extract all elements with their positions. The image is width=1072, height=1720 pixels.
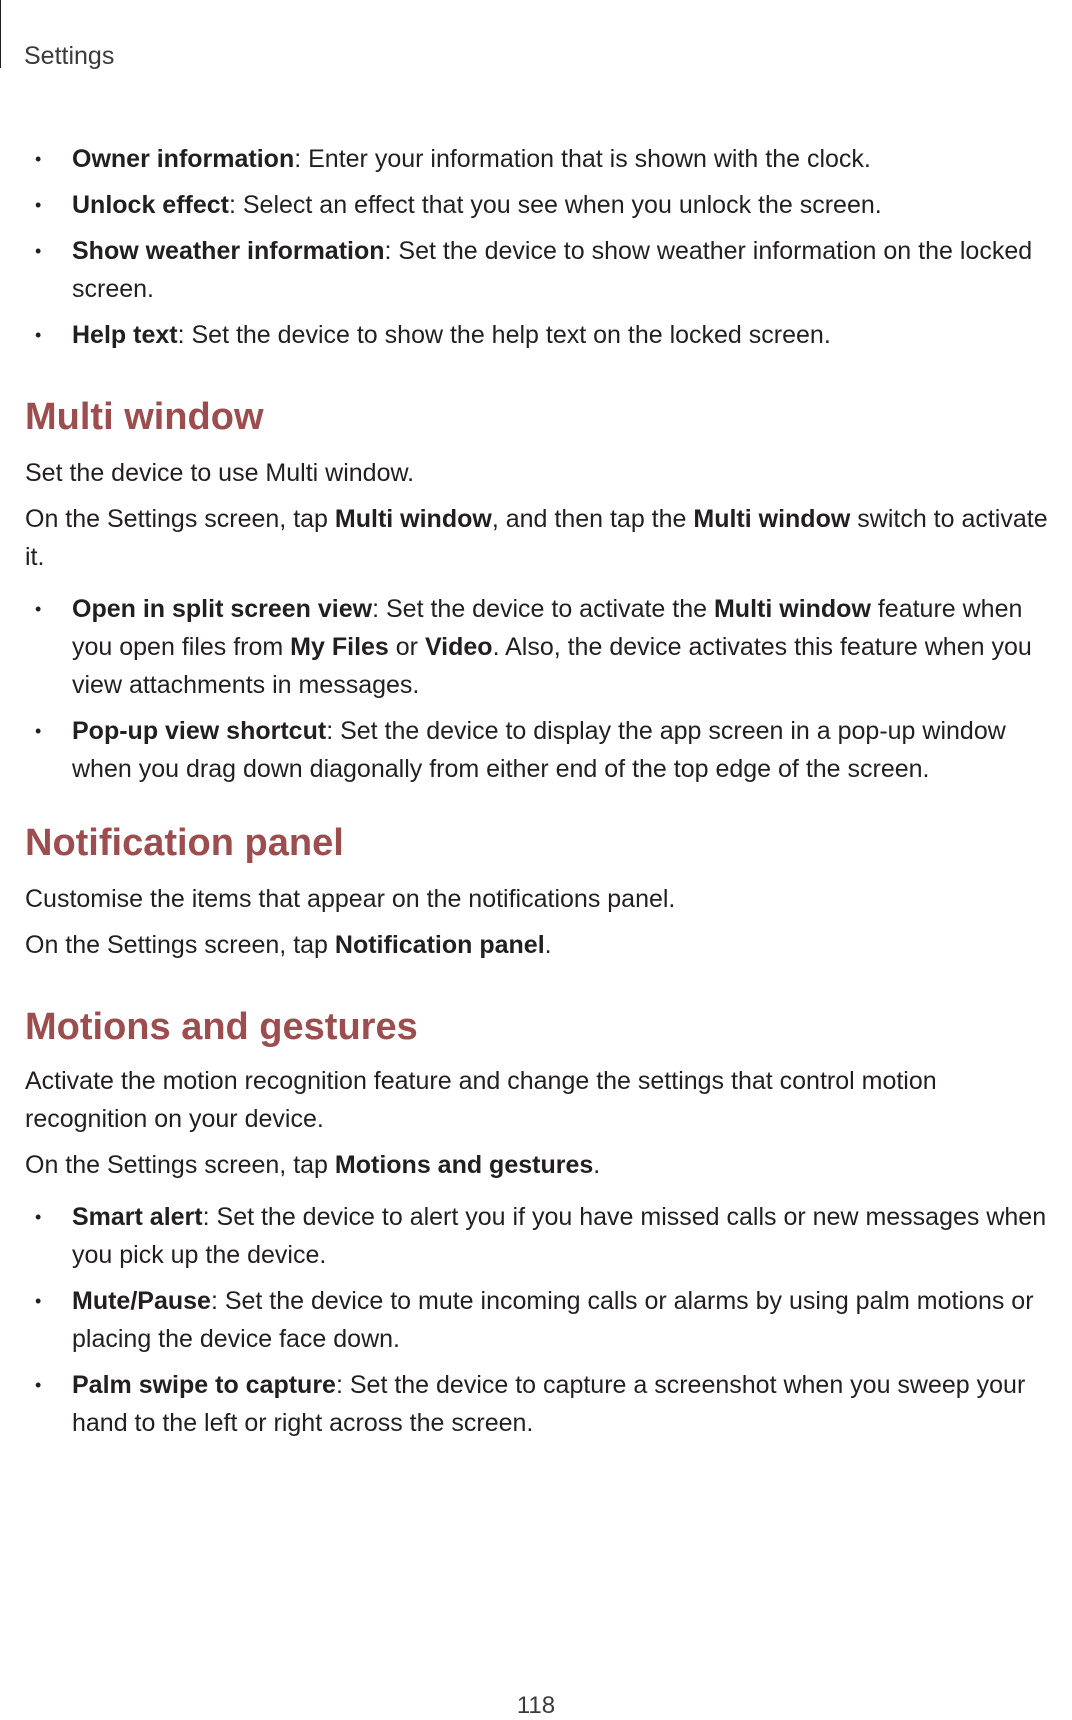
list-item: • Help text: Set the device to show the help text on the locked screen. — [25, 316, 1055, 354]
notification-panel-instruction: On the Settings screen, tap Notification panel. — [25, 931, 552, 959]
motions-intro: Activate the motion recognition feature and change the settings that control motion recognition on your device. — [25, 1067, 937, 1133]
bullet-icon: • — [35, 241, 42, 261]
motions-options-list — [25, 1198, 1055, 1442]
section-heading-motions: Motions and gestures — [25, 1006, 418, 1048]
bullet-icon: • — [35, 599, 42, 619]
notification-panel-intro: Customise the items that appear on the notifications panel. — [25, 885, 676, 913]
motions-section — [25, 1004, 1055, 1442]
section-heading-notification-panel: Notification panel — [25, 822, 344, 864]
list-item: • Mute/Pause: Set the device to mute incoming calls or alarms by using palm motions or placing the device face down. — [25, 1282, 1055, 1358]
corner-rule — [0, 0, 1, 68]
lock-screen-options-list — [25, 140, 1055, 354]
list-item: • Open in split screen view: Set the device to activate the Multi window feature when you open files from My Files or Video. Also, the device activates this feature when you view attachments in messages. — [25, 590, 1055, 704]
notification-panel-section — [25, 820, 1055, 964]
multi-window-section — [25, 394, 1055, 788]
bullet-icon: • — [35, 1291, 42, 1311]
multi-window-instruction: On the Settings screen, tap Multi window, and then tap the Multi window switch to activate it. — [25, 505, 1048, 571]
bullet-icon: • — [35, 1375, 42, 1395]
motions-instruction: On the Settings screen, tap Motions and gestures. — [25, 1151, 601, 1179]
bullet-icon: • — [35, 325, 42, 345]
bullet-icon: • — [35, 1207, 42, 1227]
page-number: 118 — [516, 1692, 556, 1719]
running-header: Settings — [24, 42, 115, 70]
bullet-icon: • — [35, 195, 42, 215]
multi-window-options-list — [25, 590, 1055, 788]
section-heading-multi-window: Multi window — [25, 396, 264, 438]
list-item: • Palm swipe to capture: Set the device to capture a screenshot when you sweep your hand to the left or right across the screen. — [25, 1366, 1055, 1442]
bullet-icon: • — [35, 721, 42, 741]
multi-window-intro: Set the device to use Multi window. — [25, 459, 415, 487]
bullet-icon: • — [35, 149, 42, 169]
list-item: • Owner information: Enter your information that is shown with the clock. — [25, 140, 1055, 178]
list-item: • Show weather information: Set the device to show weather information on the locked screen. — [25, 232, 1055, 308]
list-item: • Unlock effect: Select an effect that you see when you unlock the screen. — [25, 186, 1055, 224]
list-item: • Smart alert: Set the device to alert you if you have missed calls or new messages when you pick up the device. — [25, 1198, 1055, 1274]
list-item: • Pop-up view shortcut: Set the device to display the app screen in a pop-up window when you drag down diagonally from either end of the top edge of the screen. — [25, 712, 1055, 788]
page-content — [25, 140, 1055, 1450]
